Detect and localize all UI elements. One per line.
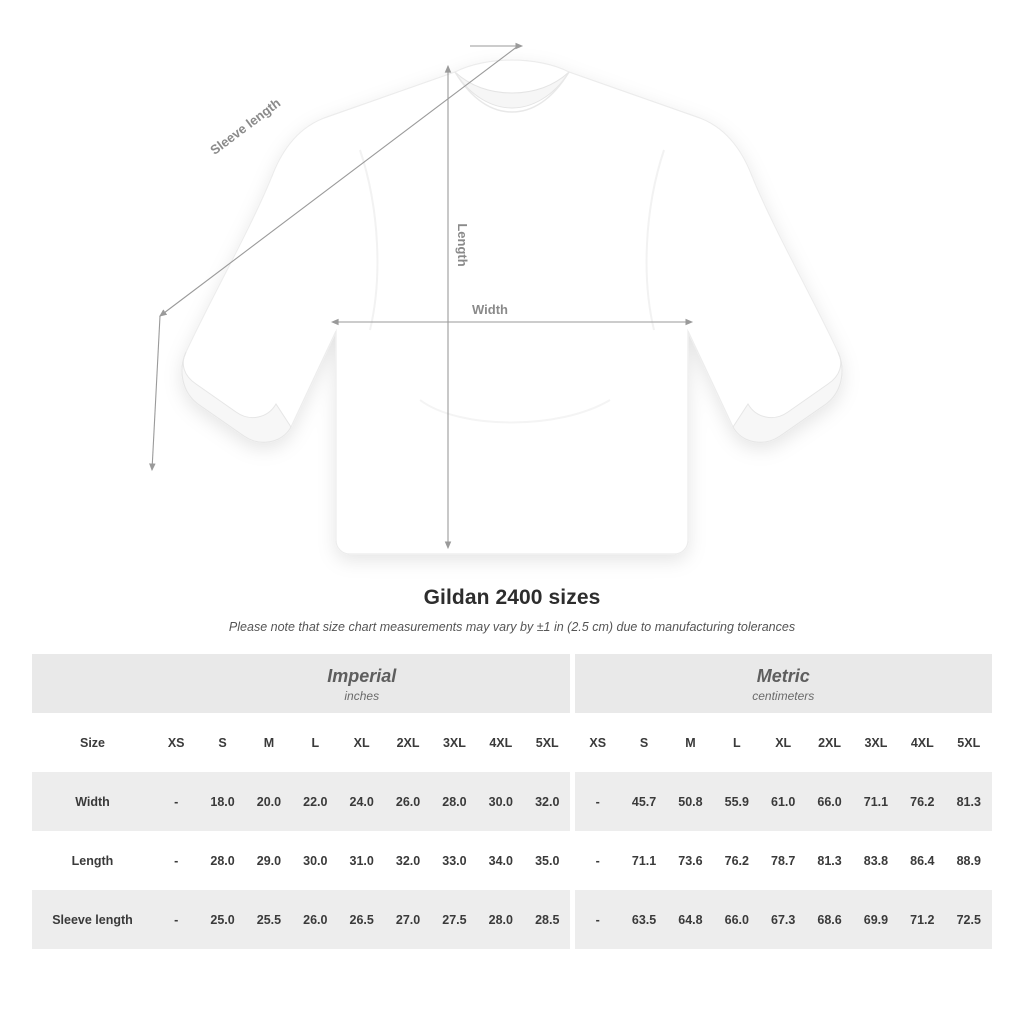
cell-width-metric-5xl: 81.3 [946, 772, 992, 831]
corner-cell [32, 654, 153, 713]
table-row [32, 831, 992, 890]
cell-sleeve-metric-m: 64.8 [667, 890, 713, 949]
size-header-imperial-4xl: 4XL [478, 713, 524, 772]
cell-length-imperial-3xl: 33.0 [431, 831, 477, 890]
unit-imperial-name: Imperial [327, 666, 397, 687]
cell-width-metric-xs: - [575, 772, 621, 831]
size-header-metric-l: L [714, 713, 760, 772]
unit-metric-name: Metric [756, 666, 810, 687]
cell-width-imperial-xl: 24.0 [338, 772, 384, 831]
cell-width-imperial-5xl: 32.0 [524, 772, 571, 831]
cell-sleeve-imperial-4xl: 28.0 [478, 890, 524, 949]
cell-sleeve-imperial-xs: - [153, 890, 199, 949]
cell-sleeve-metric-s: 63.5 [621, 890, 667, 949]
size-header-imperial-s: S [199, 713, 245, 772]
size-table-wrapper [32, 654, 992, 949]
size-header-metric-3xl: 3XL [853, 713, 899, 772]
tolerance-note: Please note that size chart measurements may vary by ±1 in (2.5 cm) due to manufacturing tolerances [228, 620, 796, 634]
unit-metric [575, 654, 992, 713]
cell-sleeve-metric-xs: - [575, 890, 621, 949]
cell-length-imperial-5xl: 35.0 [524, 831, 571, 890]
size-header-metric-4xl: 4XL [899, 713, 945, 772]
cell-width-imperial-3xl: 28.0 [431, 772, 477, 831]
cell-sleeve-imperial-m: 25.5 [246, 890, 292, 949]
cell-sleeve-metric-2xl: 68.6 [806, 890, 852, 949]
cell-length-metric-3xl: 83.8 [853, 831, 899, 890]
cell-length-metric-5xl: 88.9 [946, 831, 992, 890]
size-header-metric-m: M [667, 713, 713, 772]
size-header-metric-xs: XS [575, 713, 621, 772]
table-row [32, 890, 992, 949]
size-label-cell: Size [32, 713, 153, 772]
cell-sleeve-imperial-3xl: 27.5 [431, 890, 477, 949]
cell-sleeve-metric-l: 66.0 [714, 890, 760, 949]
width-label: Width [472, 302, 508, 317]
unit-imperial-sub: inches [344, 688, 380, 703]
cell-length-metric-xl: 78.7 [760, 831, 806, 890]
cell-length-imperial-xs: - [153, 831, 199, 890]
cell-sleeve-imperial-s: 25.0 [199, 890, 245, 949]
cell-length-imperial-m: 29.0 [246, 831, 292, 890]
size-header-metric-s: S [621, 713, 667, 772]
page-title: Gildan 2400 sizes [423, 586, 601, 609]
cell-width-metric-xl: 61.0 [760, 772, 806, 831]
size-header-imperial-l: L [292, 713, 338, 772]
cell-sleeve-metric-5xl: 72.5 [946, 890, 992, 949]
size-header-metric-5xl: 5XL [946, 713, 992, 772]
length-label: Length [455, 223, 470, 267]
cell-length-metric-2xl: 81.3 [806, 831, 852, 890]
cell-width-metric-4xl: 76.2 [899, 772, 945, 831]
shirt-shape [182, 60, 842, 554]
cell-sleeve-imperial-l: 26.0 [292, 890, 338, 949]
cell-width-imperial-xs: - [153, 772, 199, 831]
row-label-sleeve-length: Sleeve length [32, 890, 153, 949]
sleeve-length-label: Sleeve length [207, 95, 284, 158]
size-header-imperial-2xl: 2XL [385, 713, 431, 772]
size-header-imperial-3xl: 3XL [431, 713, 477, 772]
cell-length-imperial-l: 30.0 [292, 831, 338, 890]
cell-length-imperial-4xl: 34.0 [478, 831, 524, 890]
unit-metric-sub: centimeters [752, 688, 815, 703]
cell-width-imperial-s: 18.0 [199, 772, 245, 831]
cell-sleeve-metric-xl: 67.3 [760, 890, 806, 949]
cell-width-imperial-4xl: 30.0 [478, 772, 524, 831]
row-label-length: Length [32, 831, 153, 890]
size-header-row [32, 713, 992, 772]
cell-length-metric-xs: - [575, 831, 621, 890]
cell-sleeve-metric-4xl: 71.2 [899, 890, 945, 949]
size-header-imperial-m: M [246, 713, 292, 772]
cell-width-metric-3xl: 71.1 [853, 772, 899, 831]
cell-length-imperial-xl: 31.0 [338, 831, 384, 890]
size-table [32, 654, 992, 949]
size-header-metric-2xl: 2XL [806, 713, 852, 772]
cell-sleeve-metric-3xl: 69.9 [853, 890, 899, 949]
cell-width-imperial-2xl: 26.0 [385, 772, 431, 831]
cell-length-imperial-s: 28.0 [199, 831, 245, 890]
heading-block [0, 586, 1024, 634]
cell-length-metric-m: 73.6 [667, 831, 713, 890]
row-label-width: Width [32, 772, 153, 831]
size-header-metric-xl: XL [760, 713, 806, 772]
size-header-imperial-xs: XS [153, 713, 199, 772]
unit-imperial [153, 654, 571, 713]
table-row [32, 772, 992, 831]
unit-header-row [32, 654, 992, 713]
cell-sleeve-imperial-2xl: 27.0 [385, 890, 431, 949]
cell-length-metric-l: 76.2 [714, 831, 760, 890]
cell-width-metric-m: 50.8 [667, 772, 713, 831]
size-header-imperial-xl: XL [338, 713, 384, 772]
cell-length-metric-4xl: 86.4 [899, 831, 945, 890]
cell-sleeve-imperial-xl: 26.5 [338, 890, 384, 949]
cell-width-imperial-l: 22.0 [292, 772, 338, 831]
cell-width-metric-2xl: 66.0 [806, 772, 852, 831]
cell-sleeve-imperial-5xl: 28.5 [524, 890, 571, 949]
cell-width-metric-l: 55.9 [714, 772, 760, 831]
cell-width-imperial-m: 20.0 [246, 772, 292, 831]
cell-width-metric-s: 45.7 [621, 772, 667, 831]
cell-length-metric-s: 71.1 [621, 831, 667, 890]
size-header-imperial-5xl: 5XL [524, 713, 571, 772]
cell-length-imperial-2xl: 32.0 [385, 831, 431, 890]
